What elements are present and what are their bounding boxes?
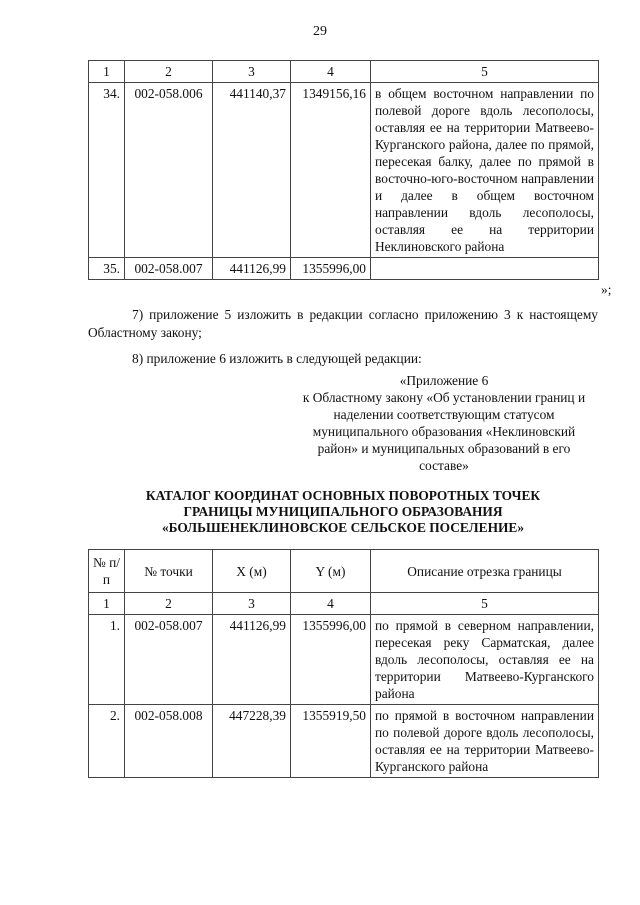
column-number: 4: [291, 61, 371, 83]
segment-description: в общем восточном направлении по полевой дороге вдоль лесополосы, оставляя ее на территории Матвеево-Курганского района, далее по прямой, пересекая балку, далее по прямой в восточно-юго-восточном направлении и далее в общем восточном направлении вдоль лесополосы, оставляя ее на территории Неклиновского района: [371, 83, 599, 258]
catalog-title: [88, 488, 598, 536]
appendix-reference: к Областному закону «Об установлении границ и наделении соответствующим статусом муниципального образования «Неклиновский район» и муниципальных образований в его составе»: [302, 390, 586, 473]
column-number-row: [89, 593, 599, 615]
point-id: 002-058.007: [125, 615, 213, 705]
column-number-row: [89, 61, 599, 83]
column-header: № п/п: [89, 550, 125, 593]
column-number: 5: [371, 593, 599, 615]
page-number: 29: [313, 24, 327, 39]
coordinates-table: [88, 549, 599, 778]
row-index: 1.: [89, 615, 125, 705]
catalog-title-line: ГРАНИЦЫ МУНИЦИПАЛЬНОГО ОБРАЗОВАНИЯ: [183, 504, 503, 519]
coordinates-table-continued: [88, 60, 599, 280]
table-row: [89, 615, 599, 705]
row-index: 34.: [89, 83, 125, 258]
column-number: 1: [89, 593, 125, 615]
table-row: [89, 258, 599, 280]
column-header: № точки: [125, 550, 213, 593]
x-coordinate: 447228,39: [213, 705, 291, 778]
x-coordinate: 441140,37: [213, 83, 291, 258]
catalog-title-line: «БОЛЬШЕНЕКЛИНОВСКОЕ СЕЛЬСКОЕ ПОСЕЛЕНИЕ»: [161, 520, 525, 535]
column-number: 1: [89, 61, 125, 83]
table-header-row: [89, 550, 599, 593]
row-index: 35.: [89, 258, 125, 280]
catalog-title-line: КАТАЛОГ КООРДИНАТ ОСНОВНЫХ ПОВОРОТНЫХ ТОЧЕК: [145, 488, 541, 503]
y-coordinate: 1349156,16: [291, 83, 371, 258]
table-row: [89, 83, 599, 258]
segment-description: по прямой в восточном направлении по полевой дороге вдоль лесополосы, оставляя ее на территории Матвеево-Курганского района: [371, 705, 599, 778]
column-number: 2: [125, 593, 213, 615]
column-header: X (м): [213, 550, 291, 593]
y-coordinate: 1355996,00: [291, 615, 371, 705]
point-id: 002-058.008: [125, 705, 213, 778]
paragraph-8: 8) приложение 6 изложить в следующей редакции:: [132, 351, 422, 366]
column-number: 3: [213, 61, 291, 83]
y-coordinate: 1355996,00: [291, 258, 371, 280]
x-coordinate: 441126,99: [213, 258, 291, 280]
appendix-header: [300, 372, 588, 474]
column-number: 3: [213, 593, 291, 615]
closing-quote: »;: [601, 282, 612, 297]
segment-description: по прямой в северном направлении, пересекая реку Сарматская, далее вдоль лесополосы, оставляя ее на территории Матвеево-Курганского района: [371, 615, 599, 705]
point-id: 002-058.007: [125, 258, 213, 280]
column-header: Описание отрезка границы: [371, 550, 599, 593]
segment-description: [371, 258, 599, 280]
y-coordinate: 1355919,50: [291, 705, 371, 778]
column-number: 2: [125, 61, 213, 83]
point-id: 002-058.006: [125, 83, 213, 258]
x-coordinate: 441126,99: [213, 615, 291, 705]
column-number: 4: [291, 593, 371, 615]
column-number: 5: [371, 61, 599, 83]
row-index: 2.: [89, 705, 125, 778]
table-row: [89, 705, 599, 778]
column-header: Y (м): [291, 550, 371, 593]
paragraph-7: 7) приложение 5 изложить в редакции согласно приложению 3 к настоящему Областному закону;: [88, 307, 598, 340]
appendix-title: «Приложение 6: [399, 373, 489, 388]
